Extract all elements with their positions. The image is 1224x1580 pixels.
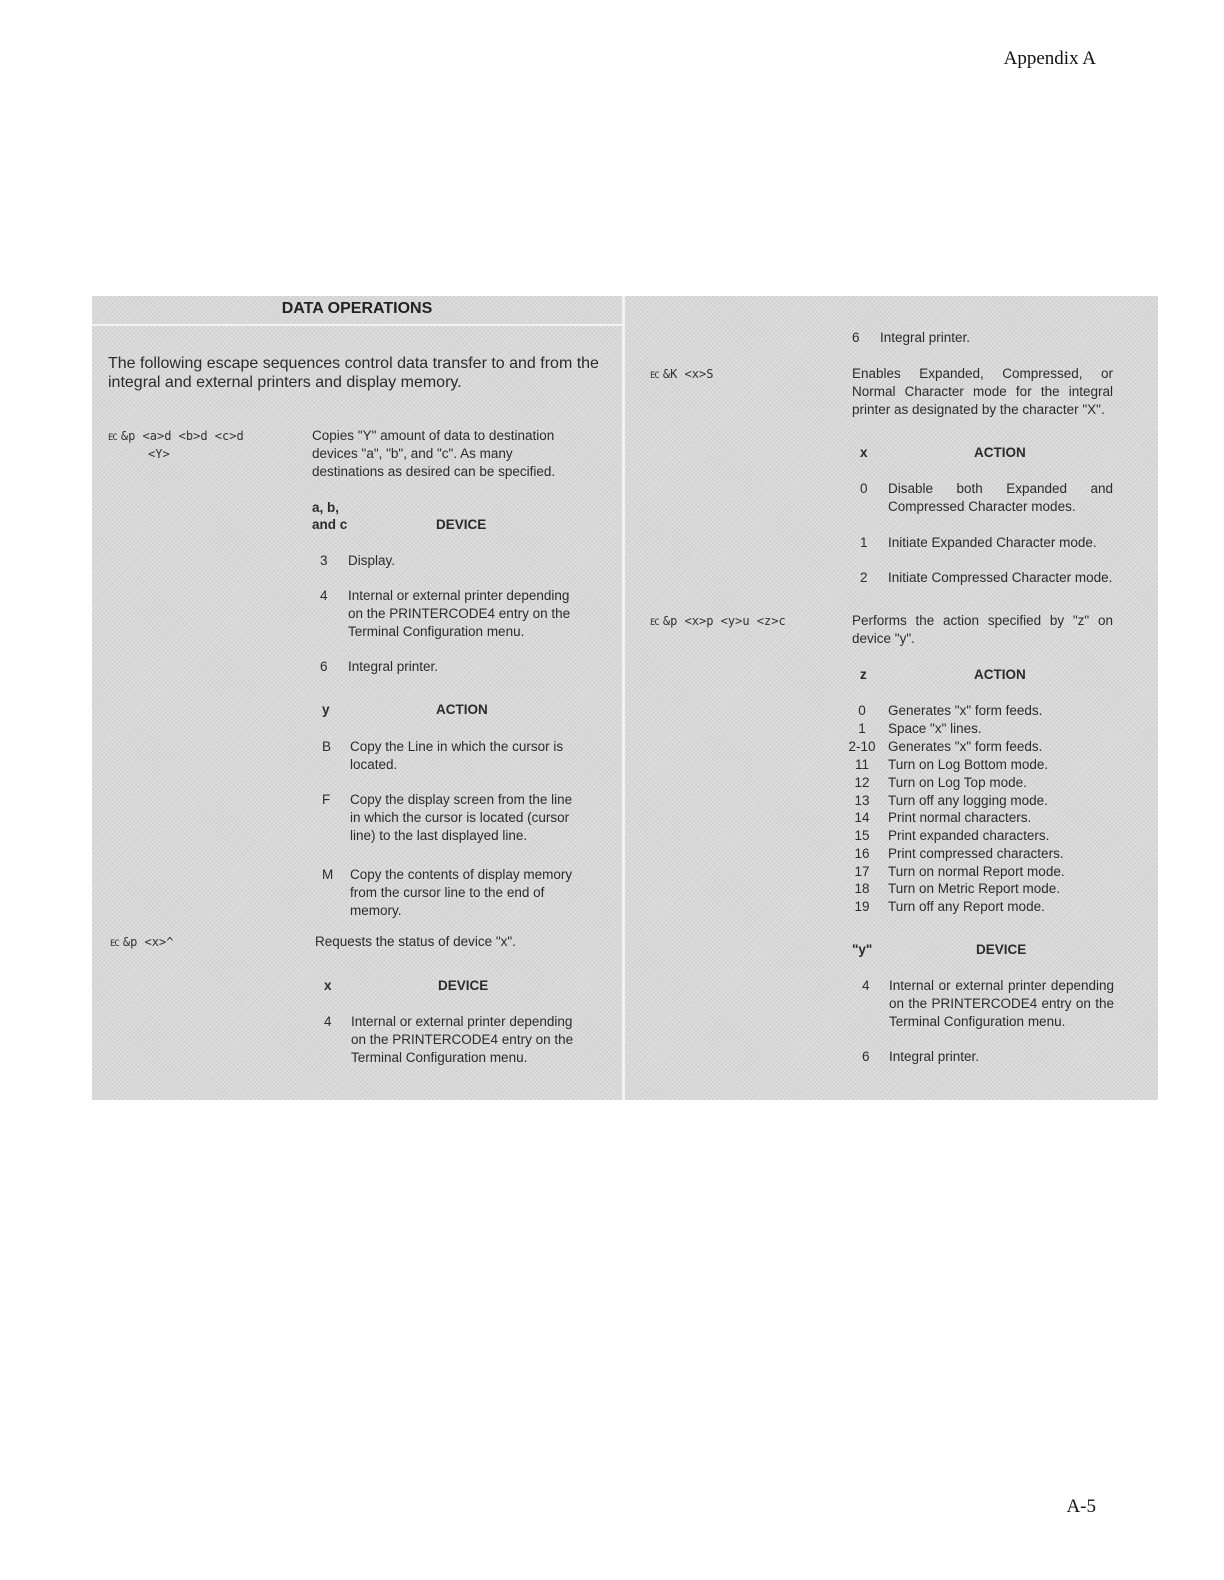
action-text: Copy the display screen from the line in which the cursor is located (cursor line) to the last displayed line.	[350, 792, 573, 843]
section-heading	[92, 296, 622, 324]
action-text: Initiate Compressed Character mode.	[888, 570, 1113, 585]
table-header-key: y	[322, 702, 330, 717]
action-text: Turn off any logging mode.	[888, 793, 1048, 808]
heading-rule	[92, 324, 622, 326]
device-text: Internal or external printer depending on the PRINTERCODE4 entry on the Terminal Configuration menu.	[351, 1014, 574, 1065]
action-text: Copy the contents of display memory from the cursor line to the end of memory.	[350, 867, 573, 918]
device-code: 6	[320, 659, 328, 674]
action-text: Generates "x" form feeds.	[888, 739, 1043, 754]
escape-sequence-char-mode	[650, 365, 713, 385]
action-code: 16	[854, 846, 870, 861]
esc-symbol: EC	[108, 433, 117, 443]
page-header: Appendix A	[1003, 48, 1096, 69]
action-text: Turn off any Report mode.	[888, 899, 1045, 914]
escape-sequence-copy	[108, 427, 244, 447]
device-text: Internal or external printer depending on the PRINTERCODE4 entry on the Terminal Configuration menu.	[889, 978, 1114, 1029]
action-code: 1	[858, 721, 866, 736]
sequence-text: &p <a>d <b>d <c>d	[120, 429, 244, 443]
action-code: 14	[854, 810, 870, 825]
action-code: 0	[858, 703, 866, 718]
device-code: 3	[320, 553, 328, 568]
device-text: Internal or external printer depending on the PRINTERCODE4 entry on the Terminal Configuration menu.	[348, 588, 571, 639]
device-text: Integral printer.	[889, 1049, 980, 1064]
command-description: Performs the action specified by "z" on device "y".	[852, 613, 1113, 646]
action-text: Turn on Metric Report mode.	[888, 881, 1061, 896]
escape-sequence-copy-param: <Y>	[148, 447, 170, 461]
action-code: 1	[860, 535, 868, 550]
device-code: 6	[852, 330, 860, 345]
page-number: A-5	[1066, 1496, 1096, 1517]
table-header-value: DEVICE	[976, 942, 1027, 957]
table-header-key: x	[324, 978, 332, 993]
table-header-value: ACTION	[974, 667, 1026, 682]
action-code: 11	[854, 757, 869, 772]
action-code: M	[322, 867, 334, 882]
action-text: Print normal characters.	[888, 810, 1032, 825]
sequence-text: &K <x>S	[662, 367, 714, 381]
action-code: 15	[854, 828, 870, 843]
sequence-text: &p <x>^	[122, 935, 174, 949]
action-text: Generates "x" form feeds.	[888, 703, 1043, 718]
table-header-key: a, b,	[312, 500, 340, 515]
action-text: Print compressed characters.	[888, 846, 1064, 861]
action-text: Print expanded characters.	[888, 828, 1050, 843]
table-header-key: x	[860, 445, 868, 460]
action-code: B	[322, 739, 332, 754]
action-text: Space "x" lines.	[888, 721, 982, 736]
command-description: Enables Expanded, Compressed, or Normal Character mode for the integral printer as designated by the character "X".	[852, 366, 1113, 417]
action-code: 19	[854, 899, 870, 914]
action-code: 12	[854, 775, 870, 790]
action-code: 18	[854, 881, 870, 896]
data-operations-panel	[92, 296, 1158, 1100]
device-code: 4	[324, 1014, 332, 1029]
section-intro: The following escape sequences control data transfer to and from the integral and external printers and display memory.	[108, 355, 599, 391]
action-code: 17	[854, 864, 870, 879]
action-code: F	[322, 792, 331, 807]
device-text: Display.	[348, 553, 396, 568]
table-header-key: "y"	[852, 942, 873, 957]
esc-symbol: EC	[650, 371, 659, 381]
action-text: Disable both Expanded and Compressed Character modes.	[888, 481, 1113, 514]
action-text: Copy the Line in which the cursor is located.	[350, 739, 564, 772]
command-description: Copies "Y" amount of data to destination devices "a", "b", and "c". As many destinations as desired can be specified.	[312, 428, 556, 479]
action-code: 13	[854, 793, 870, 808]
action-text: Turn on Log Top mode.	[888, 775, 1027, 790]
device-code: 4	[862, 978, 870, 993]
table-header-value: ACTION	[436, 702, 488, 717]
column-divider	[622, 296, 625, 1100]
table-header-value: DEVICE	[438, 978, 489, 993]
device-code: 6	[862, 1049, 870, 1064]
action-code: 2-10	[848, 739, 876, 754]
action-text: Turn on normal Report mode.	[888, 864, 1065, 879]
escape-sequence-device-action	[650, 612, 786, 632]
esc-symbol: EC	[110, 939, 119, 949]
device-text: Integral printer.	[880, 330, 971, 345]
action-text: Turn on Log Bottom mode.	[888, 757, 1049, 772]
table-header-value: ACTION	[974, 445, 1026, 460]
table-header-key: and c	[312, 517, 348, 532]
action-code: 0	[860, 481, 868, 496]
escape-sequence-status	[110, 933, 173, 953]
device-code: 4	[320, 588, 328, 603]
action-text: Initiate Expanded Character mode.	[888, 535, 1097, 550]
table-header-key: z	[860, 667, 867, 682]
esc-symbol: EC	[650, 618, 659, 628]
section-title: DATA OPERATIONS	[281, 300, 433, 317]
table-header-value: DEVICE	[436, 517, 487, 532]
sequence-text: &p <x>p <y>u <z>c	[662, 614, 786, 628]
device-text: Integral printer.	[348, 659, 439, 674]
action-code: 2	[860, 570, 868, 585]
command-description: Requests the status of device "x".	[315, 934, 516, 949]
